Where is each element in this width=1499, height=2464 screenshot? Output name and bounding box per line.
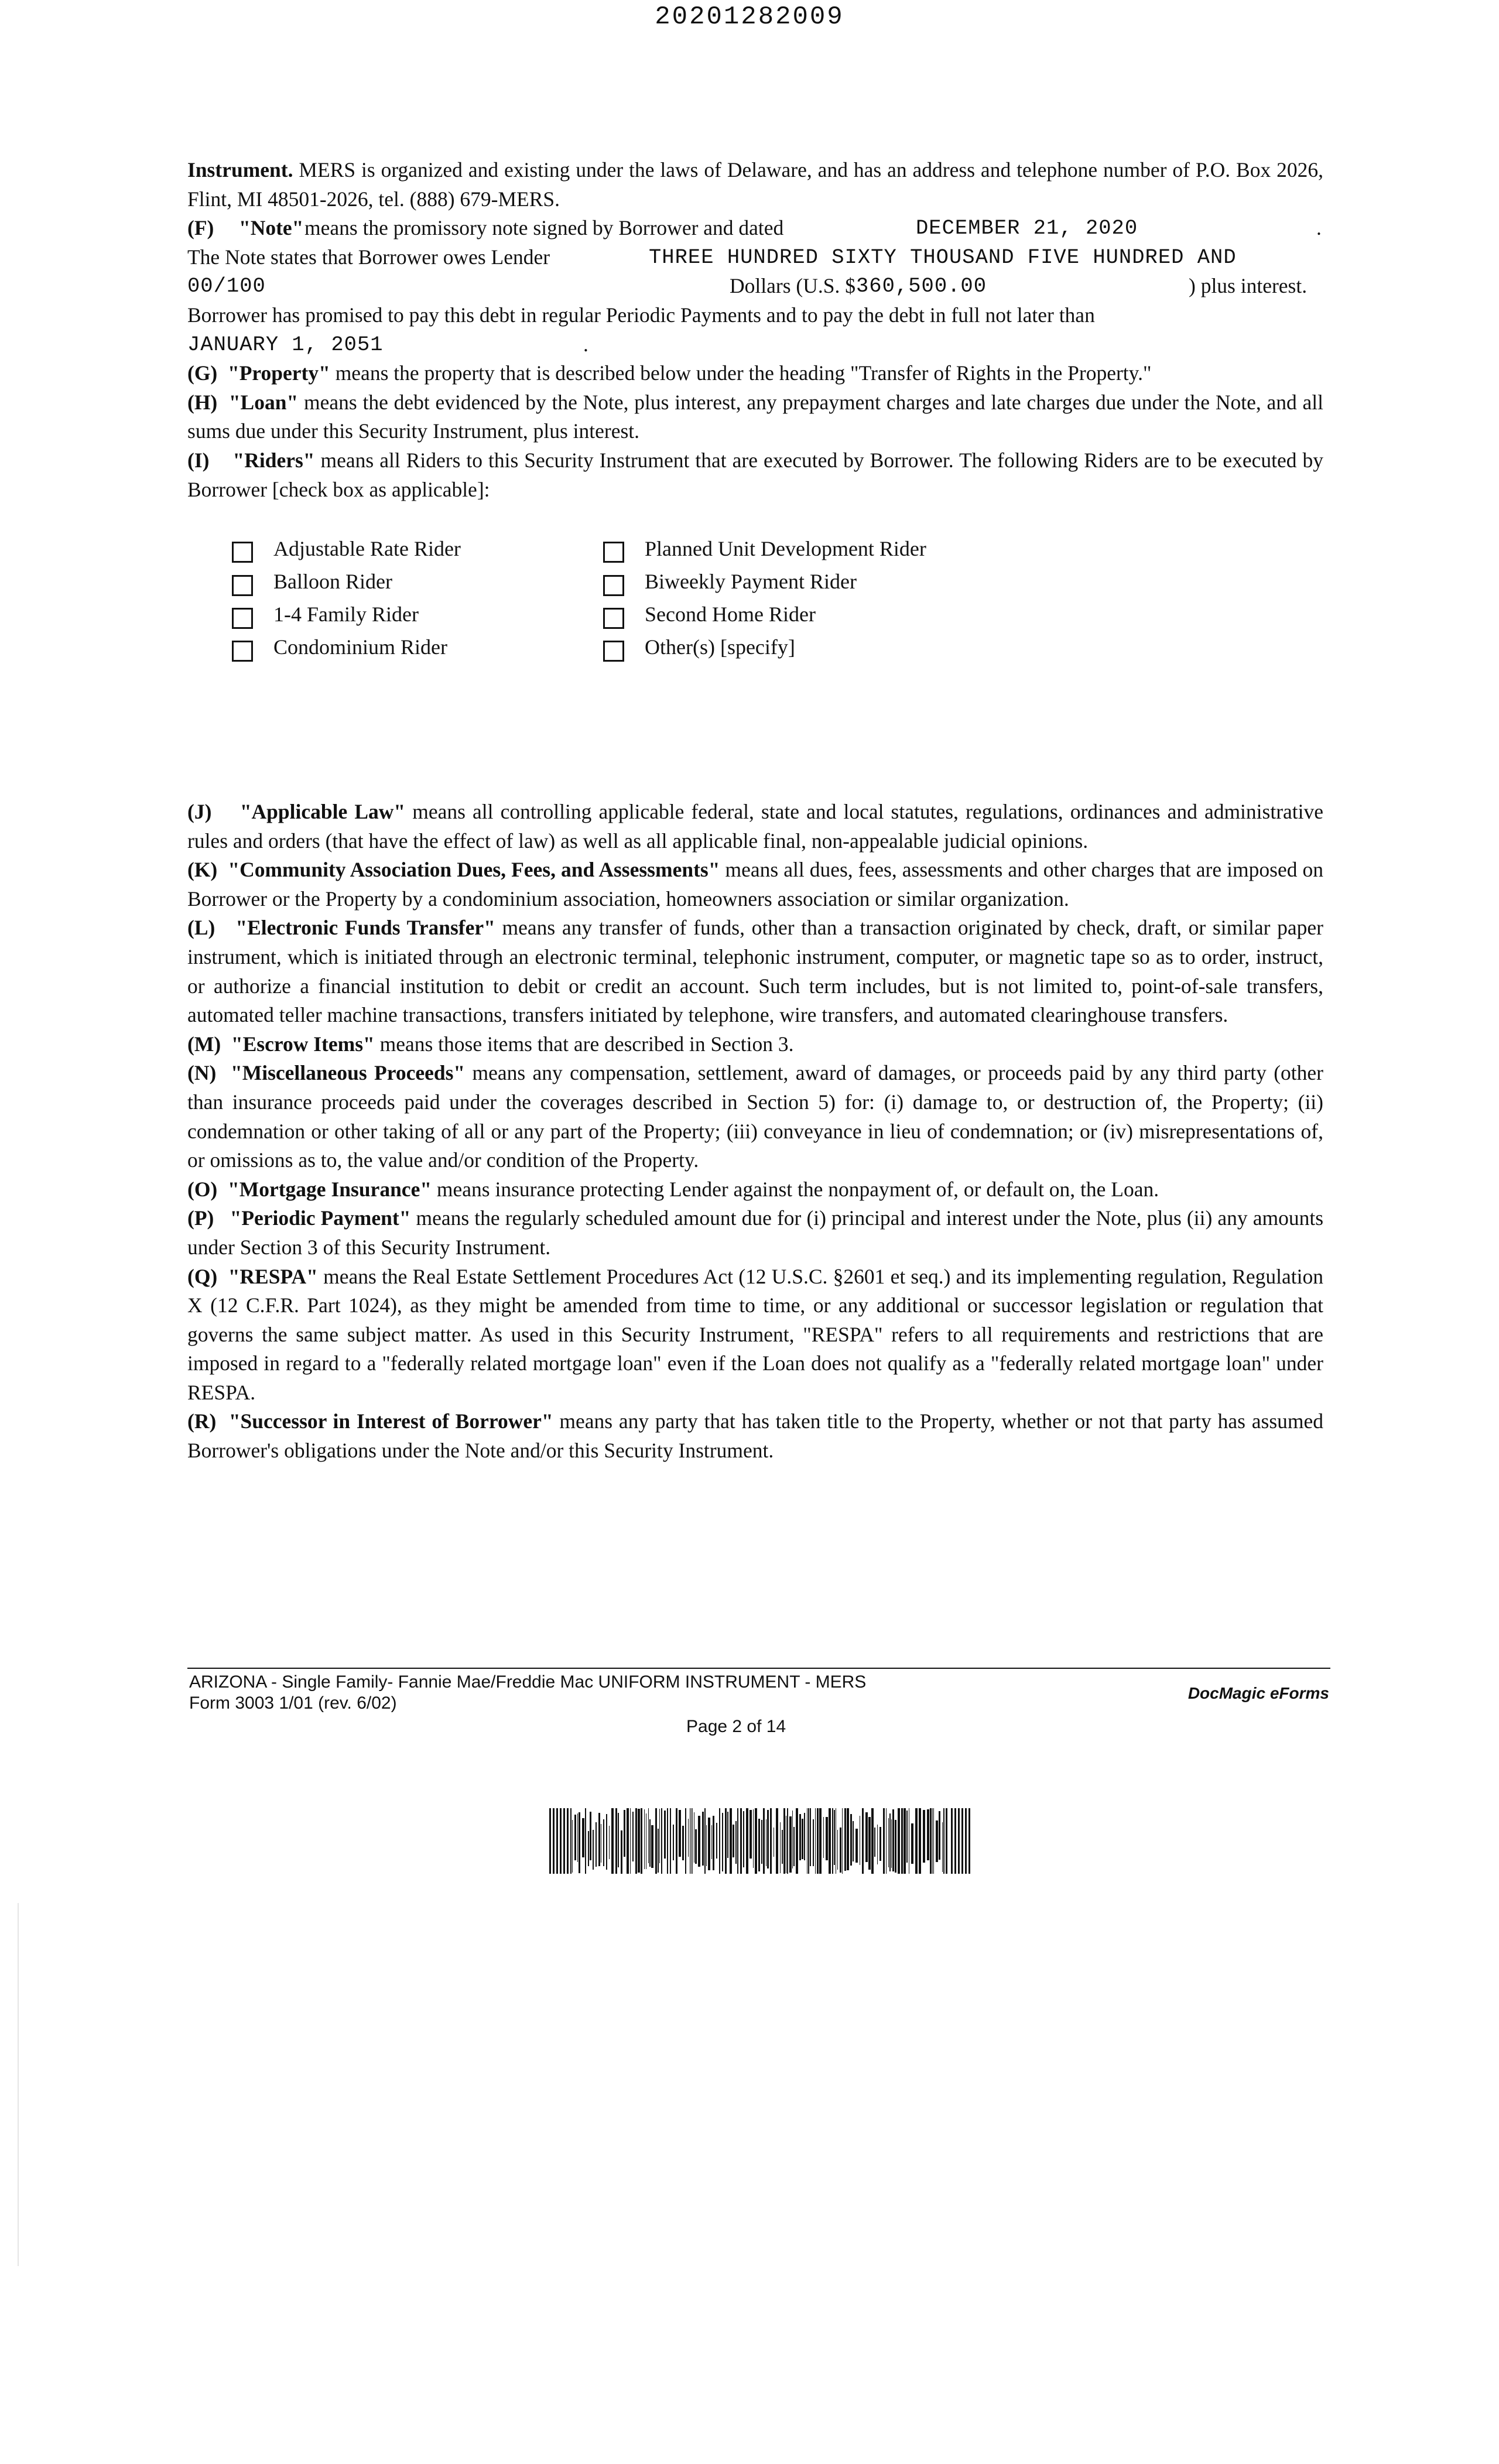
footer-rule xyxy=(187,1668,1330,1669)
page-number: Page 2 of 14 xyxy=(686,1717,786,1736)
continued-label: Instrument. xyxy=(187,158,293,182)
def-text: means those items that are described in Section 3. xyxy=(379,1032,794,1056)
def-letter: (R) xyxy=(187,1409,217,1433)
def-text: means the Real Estate Settlement Procedures Act (12 U.S.C. §2601 et seq.) and its implementing regulation, Regulation X (12 C.F.R. Part 1024), as they might be amended from time to time, or any additional or successor legislation or regulation that governs the same subject matter. As used in this Security Instrument, "RESPA" refers to all requirements and restrictions that are imposed in regard to a "federally related mortgage loan" even if the Loan does not qualify as a "federally related mortgage loan" under RESPA. xyxy=(187,1264,1324,1404)
note-text-1: means the promissory note signed by Borrower and dated xyxy=(304,216,784,240)
rider-label: Second Home Rider xyxy=(645,603,816,626)
note-period: . xyxy=(1316,216,1322,240)
note-maturity: JANUARY 1, 2051 xyxy=(187,332,384,357)
definition-q xyxy=(187,1262,1323,1408)
note-plus-interest: ) plus interest. xyxy=(1189,274,1308,298)
definitions-top xyxy=(187,156,1323,504)
rider-label: Planned Unit Development Rider xyxy=(645,537,926,560)
rider-checkbox[interactable] xyxy=(232,641,253,662)
def-text: means the property that is described below under the heading "Transfer of Rights in the Property." xyxy=(335,361,1152,385)
scan-edge-mark xyxy=(18,1903,19,2266)
def-letter: (K) xyxy=(187,858,218,882)
def-term: "Mortgage Insurance" xyxy=(228,1177,432,1201)
rider-checkbox[interactable] xyxy=(603,608,624,629)
definitions-list xyxy=(187,798,1323,1466)
def-text: means any compensation, settlement, award of damages, or proceeds paid by any third party (other than insurance proceeds paid under the coverages described in Section 5) for: (i) damage to, or destruction of, the Property; (ii) condemnation or other taking of all or any part of the Property; (iii) conveyance in lieu of condemnation; or (iv) misrepresentations of, or omissions as to, the value and/or condition of the Property. xyxy=(187,1061,1324,1172)
rider-label: Other(s) [specify] xyxy=(645,635,795,659)
definition-j xyxy=(187,798,1323,855)
def-term: "Property" xyxy=(228,361,330,385)
def-term: "Loan" xyxy=(228,390,299,414)
note-amount: 360,500.00 xyxy=(856,274,987,299)
continued-text: MERS is organized and existing under the laws of Delaware, and has an address and telephone number xyxy=(299,158,1167,182)
rider-checkbox[interactable] xyxy=(603,641,624,662)
def-term: "Riders" xyxy=(232,448,315,472)
def-text: means any party that has taken title to the Property, whether or not that party has assumed Borrower's obligations under the Note and/or this Security Instrument. xyxy=(187,1409,1324,1463)
note-letter: (F) xyxy=(187,216,214,240)
note-amount-words-1: THREE HUNDRED SIXTY THOUSAND FIVE HUNDRED AND xyxy=(649,245,1237,269)
definition-h xyxy=(187,388,1323,446)
def-text: means any transfer of funds, other than a transaction originated by check, draft, or similar paper instrument, which is initiated through an electronic terminal, telephonic instrument, computer, or magnetic tape so as to order, instruct, or authorize a financial institution to debit or credit an account. Such term includes, but is not limited to, point-of-sale transfers, automated teller machine transactions, transfers initiated by telephone, wire transfers, and automated clearinghouse transfers. xyxy=(187,916,1324,1027)
def-letter: (L) xyxy=(187,916,215,940)
def-term: "Miscellaneous Proceeds" xyxy=(231,1061,466,1085)
def-letter: (H) xyxy=(187,390,218,414)
def-text: means insurance protecting Lender against the nonpayment of, or default on, the Loan. xyxy=(436,1177,1159,1201)
continued-paragraph xyxy=(187,156,1323,214)
def-text: means all controlling applicable federal, state and local statutes, regulations, ordinances and administrative rules and orders (that have the effect of law) as well as all applicable final, non-appealable judicial opinions. xyxy=(187,800,1324,853)
note-amount-words-2: 00/100 xyxy=(187,274,266,299)
def-text: means the regularly scheduled amount due for (i) principal and interest under the Note, plus (ii) any amounts under Section 3 of this Security Instrument. xyxy=(187,1206,1324,1259)
def-text: means all dues, fees, assessments and other charges that are imposed on Borrower or the Property by a condominium association, homeowners association or similar organization. xyxy=(187,858,1324,911)
definition-k xyxy=(187,855,1323,913)
rider-checkbox[interactable] xyxy=(603,542,624,563)
docmagic-logo: DocMagic eForms xyxy=(1187,1684,1329,1702)
definition-p xyxy=(187,1204,1323,1262)
def-letter: (J) xyxy=(187,800,212,823)
recording-number: 20201282009 xyxy=(655,2,844,32)
def-text: means the debt evidenced by the Note, plus interest, any prepayment charges and late charges due under the Note, and all sums due under this Security Instrument, plus interest. xyxy=(187,390,1324,443)
definition-m xyxy=(187,1030,1323,1059)
definition-r xyxy=(187,1407,1323,1465)
rider-checkbox[interactable] xyxy=(232,542,253,563)
definition-o xyxy=(187,1175,1323,1204)
def-letter: (M) xyxy=(187,1032,221,1056)
note-text-3: Borrower has promised to pay this debt in regular Periodic Payments and to pay the debt in full not later than xyxy=(187,303,1095,327)
def-text: means all Riders to this Security Instrument that are executed by Borrower. The following Riders are to be executed by Borrower [check box as applicable]: xyxy=(187,448,1324,501)
def-letter: (O) xyxy=(187,1177,218,1201)
rider-label: Condominium Rider xyxy=(273,635,447,659)
def-term: "Successor in Interest of Borrower" xyxy=(228,1409,553,1433)
note-date: DECEMBER 21, 2020 xyxy=(916,216,1138,241)
def-term: "Periodic Payment" xyxy=(230,1206,411,1230)
form-number: Form 3003 1/01 (rev. 6/02) xyxy=(189,1693,397,1713)
rider-label: Adjustable Rate Rider xyxy=(273,537,461,560)
def-term: "Community Association Dues, Fees, and Assessments" xyxy=(228,858,720,882)
definition-n xyxy=(187,1059,1323,1175)
def-term: "Applicable Law" xyxy=(239,800,406,823)
barcode xyxy=(549,1808,971,1874)
def-letter: (I) xyxy=(187,448,210,472)
definition-i xyxy=(187,446,1323,504)
def-letter: (P) xyxy=(187,1206,214,1230)
note-text-2: The Note states that Borrower owes Lender xyxy=(187,245,550,269)
def-letter: (N) xyxy=(187,1061,217,1085)
rider-label: 1-4 Family Rider xyxy=(273,603,419,626)
rider-checkbox[interactable] xyxy=(232,608,253,629)
rider-label: Biweekly Payment Rider xyxy=(645,570,857,593)
note-period-2: . xyxy=(583,332,588,356)
note-definition xyxy=(187,214,1323,359)
def-letter: (Q) xyxy=(187,1264,218,1288)
definition-l xyxy=(187,913,1323,1029)
def-term: "Escrow Items" xyxy=(231,1032,375,1056)
note-dollars-label: Dollars (U.S. $ xyxy=(730,274,855,298)
note-term: "Note" xyxy=(239,216,304,240)
rider-checkbox[interactable] xyxy=(603,575,624,596)
form-title: ARIZONA - Single Family- Fannie Mae/Freddie Mac UNIFORM INSTRUMENT - MERS xyxy=(189,1672,867,1692)
continued-text-2: of P.O. Box 2026, Flint, MI 48501-2026, tel. (888) 679-MERS. xyxy=(187,158,1324,211)
rider-checkbox[interactable] xyxy=(232,575,253,596)
definition-g xyxy=(187,359,1323,388)
def-term: "Electronic Funds Transfer" xyxy=(235,916,495,940)
rider-label: Balloon Rider xyxy=(273,570,392,593)
def-term: "RESPA" xyxy=(228,1264,318,1288)
def-letter: (G) xyxy=(187,361,218,385)
